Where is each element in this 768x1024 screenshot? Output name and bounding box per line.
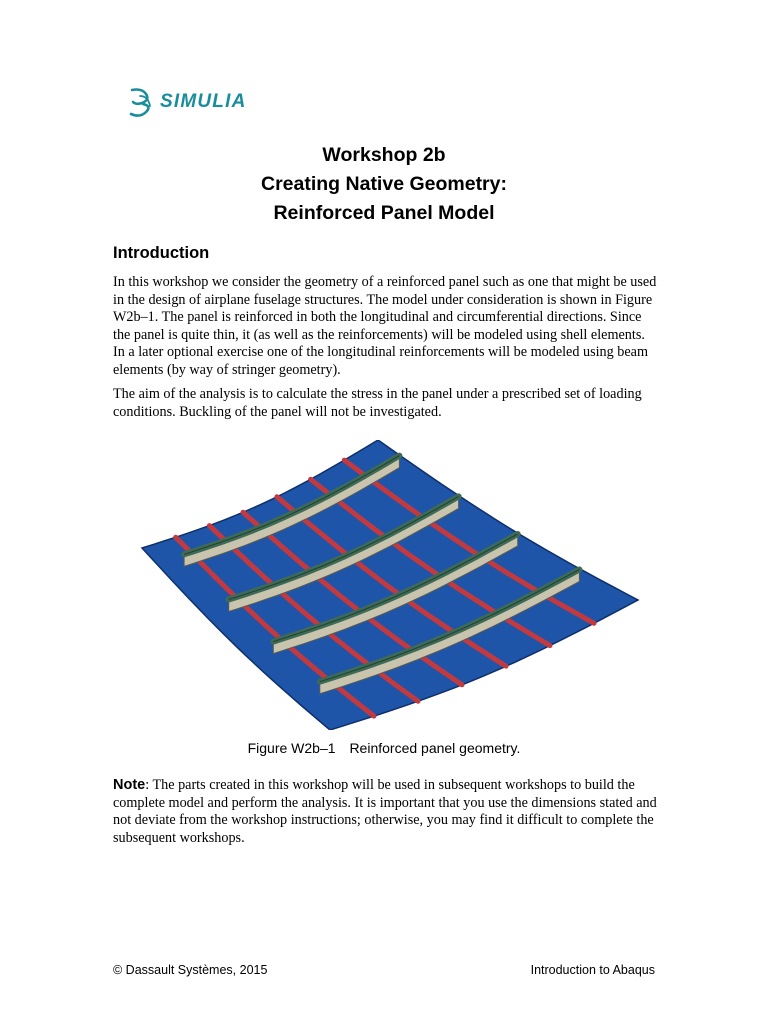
- logo-text: SIMULIA: [160, 91, 247, 112]
- figure-caption-text: Reinforced panel geometry.: [349, 740, 521, 756]
- note-paragraph: [113, 777, 658, 847]
- 3ds-logo-icon: [128, 86, 154, 118]
- simulia-logo: [128, 86, 247, 118]
- figure-caption: [0, 740, 768, 756]
- introduction-paragraph-1: In this workshop we consider the geometry of a reinforced panel such as one that might be used in the design of airplane fuselage structures. The model under consideration is shown in Figure W2b–1. The panel is reinforced in both the longitudinal and circumferential directions. Since the panel is quite thin, it (as well as the reinforcements) will be modeled using shell elements. In a later optional exercise one of the longitudinal reinforcements will be modeled using beam elements (by way of stringer geometry).: [113, 274, 657, 378]
- introduction-paragraph-2: The aim of the analysis is to calculate the stress in the panel under a prescribed set of loading conditions. Buckling of the panel will not be investigated.: [113, 386, 642, 420]
- workshop-title-line2: Reinforced Panel Model: [273, 202, 495, 224]
- document-title: [0, 141, 768, 228]
- reinforced-panel-figure: [140, 440, 640, 730]
- figure-id: Figure W2b–1: [247, 740, 336, 756]
- introduction-heading: Introduction: [113, 244, 210, 262]
- footer-title: Introduction to Abaqus: [530, 963, 655, 977]
- workshop-number: Workshop 2b: [322, 144, 446, 166]
- note-text: : The parts created in this workshop will be used in subsequent workshops to build the complete model and perform the analysis. It is important that you use the dimensions stated and not deviate from the workshop instructions; otherwise, you may find it difficult to complete the subsequent workshops.: [113, 777, 657, 846]
- footer-copyright: © Dassault Systèmes, 2015: [113, 963, 268, 977]
- workshop-title-line1: Creating Native Geometry:: [261, 173, 507, 195]
- note-label: Note: [113, 777, 146, 793]
